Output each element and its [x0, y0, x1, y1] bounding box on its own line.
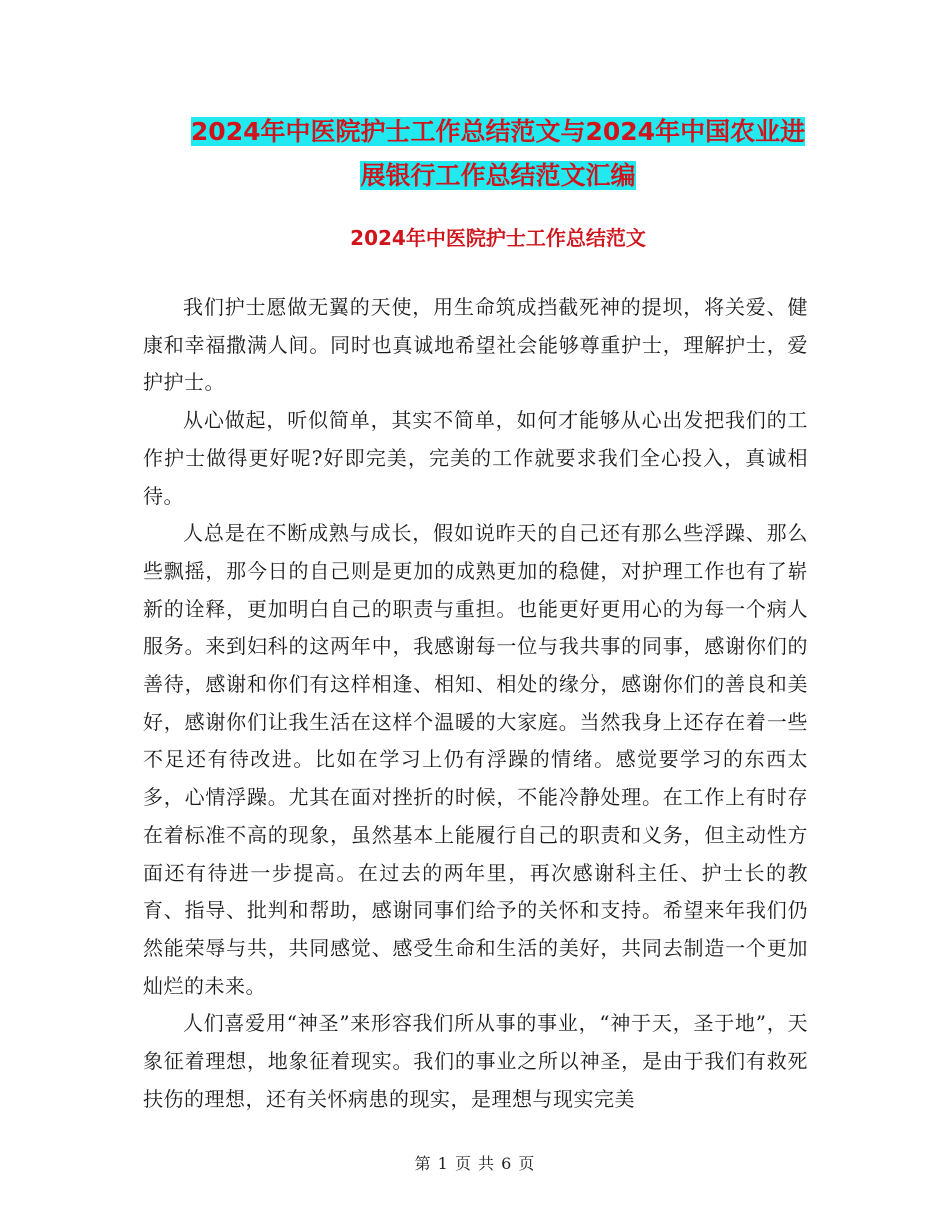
paragraph: 人总是在不断成熟与成长，假如说昨天的自己还有那么些浮躁、那么些飘摇，那今日的自己则是更加的成熟更加的稳健，对护理工作也有了崭新的诠释，更加明白自己的职责与重担。也能更好更用心的为每一个病人服务。来到妇科的这两年中，我感谢每一位与我共事的同事，感谢你们的善待，感谢和你们有这样相逢、相知、相处的缘分，感谢你们的善良和美好，感谢你们让我生活在这样个温暖的大家庭。当然我身上还存在着一些不足还有待改进。比如在学习上仍有浮躁的情绪。感觉要学习的东西太多，心情浮躁。尤其在面对挫折的时候，不能冷静处理。在工作上有时存在着标准不高的现象，虽然基本上能履行自己的职责和义务，但主动性方面还有待进一步提高。在过去的两年里，再次感谢科主任、护士长的教育、指导、批判和帮助，感谢同事们给予的关怀和支持。希望来年我们仍然能荣辱与共，共同感觉、感受生命和生活的美好，共同去制造一个更加灿烂的未来。	[143, 521, 808, 998]
paragraph: 人们喜爱用“神圣”来形容我们所从事的事业，“神于天，圣于地”，天象征着理想，地象征着现实。我们的事业之所以神圣，是由于我们有救死扶伤的理想，还有关怀病患的现实，是理想与现实完美	[143, 1011, 808, 1111]
section-title: 2024年中医院护士工作总结范文	[350, 226, 646, 250]
document-title-line-2: 展银行工作总结范文汇编	[360, 161, 636, 190]
page-footer: 第 1 页 共 6 页	[414, 1154, 536, 1173]
document-title	[140, 110, 856, 198]
document-title-line-1: 2024年中医院护士工作总结范文与2024年中国农业进	[190, 117, 806, 146]
body-text	[143, 289, 808, 1118]
paragraph: 从心做起，听似简单，其实不简单，如何才能够从心出发把我们的工作护士做得更好呢?好即完美，完美的工作就要求我们全心投入，真诚相待。	[143, 408, 808, 508]
paragraph: 我们护士愿做无翼的天使，用生命筑成挡截死神的提坝，将关爱、健康和幸福撒满人间。同时也真诚地希望社会能够尊重护士，理解护士，爱护护士。	[143, 295, 808, 395]
